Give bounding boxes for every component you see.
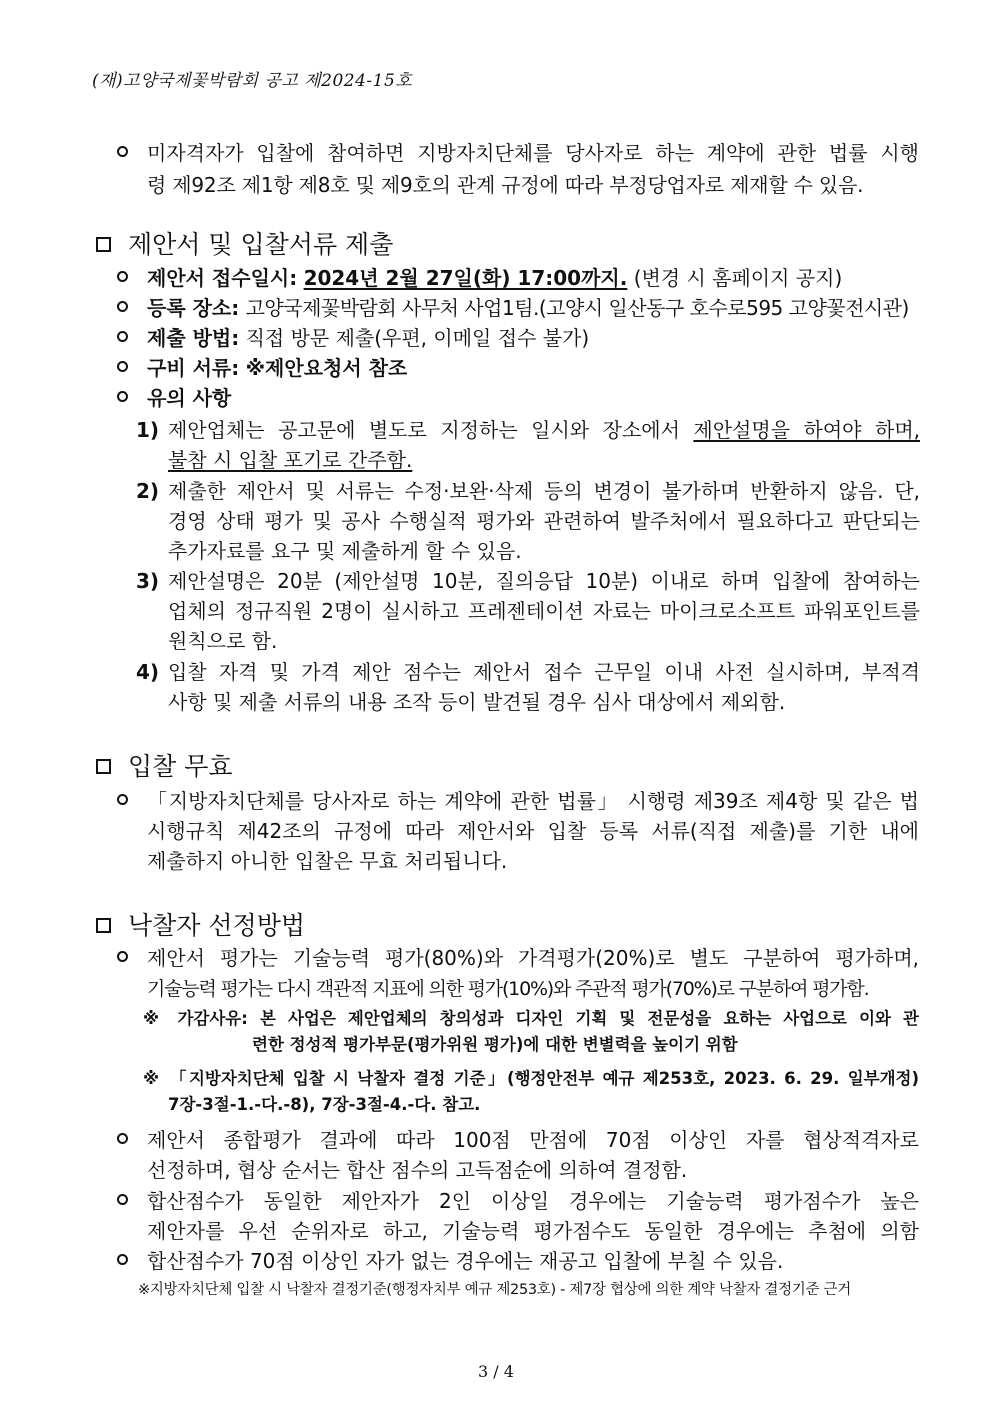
note-criteria-line-1: ※ 「지방자치단체 입찰 시 낙찰자 결정 기준」(행정안전부 예규 제253호, 2023. 6. 29. 일부개정): [143, 1069, 919, 1088]
intro-line-2: 령 제92조 제1항 제8호 및 제9호의 관계 규정에 따라 부정당업자로 제재할 수 있음.: [147, 173, 864, 197]
selection-p3-line-1: 합산점수가 동일한 제안자가 2인 이상일 경우에는 기술능력 평가점수가 높은: [147, 1186, 919, 1216]
precaution-item-2-line-3: 추가자료를 요구 및 제출하게 할 수 있음.: [168, 539, 522, 563]
selection-p4-line-1: 합산점수가 70점 이상인 자가 없는 경우에는 재공고 입찰에 부칠 수 있음.: [147, 1246, 783, 1276]
bid-invalid-line-2: 시행규칙 제42조의 규정에 따라 제안서와 입찰 등록 서류(직접 제출)를 기한 내에: [147, 819, 919, 843]
section-title-submission: 제안서 및 입찰서류 제출: [96, 228, 393, 262]
selection-p1-line-2: 기술능력 평가는 다시 객관적 지표에 의한 평가(10%)와 주관적 평가(70%)로 구분하여 평가함.: [147, 978, 869, 1000]
selection-p2-line-1: 제안서 종합평가 결과에 따라 100점 만점에 70점 이상인 자를 협상적격자로: [147, 1125, 919, 1155]
precaution-item-4-line-2: 사항 및 제출 서류의 내용 조작 등이 발견될 경우 심사 대상에서 제외함.: [168, 690, 786, 714]
page-number: 3 / 4: [478, 1362, 514, 1381]
precaution-item-4-line-1: 4) 입찰 자격 및 가격 제안 점수는 제안서 접수 근무일 이내 사전 실시하며, 부적격: [136, 660, 920, 684]
circle-bullet-icon: [117, 1254, 128, 1265]
circle-bullet-icon: [117, 794, 128, 805]
precaution-item-3-line-3: 원칙으로 함.: [168, 629, 278, 653]
legal-basis-footnote: ※지방자치단체 입찰 시 낙찰자 결정기준(행정자치부 예규 제253호) - 제7장 협상에 의한 계약 낙찰자 결정기준 근거: [138, 1282, 851, 1298]
precaution-item-1-line-2: 불참 시 입찰 포기로 간주함.: [168, 448, 413, 472]
registration-place: 등록 장소: 고양국제꽃박람회 사무처 사업1팀.(고양시 일산동구 호수로595 고양꽃전시관): [147, 293, 909, 323]
notice-header: (재)고양국제꽃박람회 공고 제2024-15호: [92, 71, 413, 91]
circle-bullet-icon: [117, 1194, 128, 1205]
note-criteria-line-2: 7장-3절-1.-다.-8), 7장-3절-4.-다. 참고.: [168, 1095, 481, 1114]
submission-method: 제출 방법: 직접 방문 제출(우편, 이메일 접수 불가): [147, 323, 589, 353]
precaution-item-2-line-2: 경영 상태 평가 및 공사 수행실적 평가와 관련하여 발주처에서 필요하다고 판단되는: [168, 509, 920, 533]
checkbox-square-icon: [96, 918, 111, 933]
note-adjustment-reason-line-2: 련한 정성적 평가부문(평가위원 평가)에 대한 변별력을 높이기 위함: [252, 1035, 738, 1054]
note-adjustment-reason-line-1: ※ 가감사유: 본 사업은 제안업체의 창의성과 디자인 기획 및 전문성을 요하는 사업으로 이와 관: [143, 1009, 919, 1028]
bid-invalid-line-3: 제출하지 아니한 입찰은 무효 처리됩니다.: [147, 849, 508, 873]
precaution-item-3-line-1: 3) 제안설명은 20분 (제안설명 10분, 질의응답 10분) 이내로 하며 입찰에 참여하는: [136, 569, 920, 593]
circle-bullet-icon: [117, 301, 128, 312]
bid-invalid-line-1: 「지방자치단체를 당사자로 하는 계약에 관한 법률」 시행령 제39조 제4항 및 같은 법: [147, 786, 919, 816]
circle-bullet-icon: [117, 1133, 128, 1144]
selection-p2-line-2: 선정하며, 협상 순서는 합산 점수의 고득점순에 의하여 결정함.: [147, 1158, 688, 1182]
circle-bullet-icon: [117, 391, 128, 402]
selection-p3-line-2: 제안자를 우선 순위자로 하고, 기술능력 평가점수도 동일한 경우에는 추첨에 의함: [147, 1219, 919, 1243]
checkbox-square-icon: [96, 759, 111, 774]
required-documents: 구비 서류: ※제안요청서 참조: [147, 353, 407, 383]
circle-bullet-icon: [117, 146, 128, 157]
circle-bullet-icon: [117, 361, 128, 372]
precaution-item-3-line-2: 업체의 정규직원 2명이 실시하고 프레젠테이션 자료는 마이크로소프트 파워포인트를: [168, 599, 920, 623]
selection-p1-line-1: 제안서 평가는 기술능력 평가(80%)와 가격평가(20%)로 별도 구분하여 평가하며,: [147, 943, 919, 973]
intro-line-1: 미자격자가 입찰에 참여하면 지방자치단체를 당사자로 하는 계약에 관한 법률 시행: [147, 138, 919, 168]
checkbox-square-icon: [96, 237, 111, 252]
circle-bullet-icon: [117, 331, 128, 342]
section-title-bid-invalid: 입찰 무효: [96, 750, 233, 784]
submission-datetime: 제안서 접수일시: 2024년 2월 27일(화) 17:00까지. (변경 시 홈페이지 공지): [147, 263, 842, 293]
precaution-item-1-line-1: 1) 제안업체는 공고문에 별도로 지정하는 일시와 장소에서 제안설명을 하여야 하며,: [136, 418, 920, 442]
section-title-selection: 낙찰자 선정방법: [96, 909, 305, 943]
precaution-item-2-line-1: 2) 제출한 제안서 및 서류는 수정·보완·삭제 등의 변경이 불가하며 반환하지 않음. 단,: [136, 479, 920, 503]
precautions-heading: 유의 사항: [147, 383, 231, 413]
circle-bullet-icon: [117, 951, 128, 962]
circle-bullet-icon: [117, 271, 128, 282]
